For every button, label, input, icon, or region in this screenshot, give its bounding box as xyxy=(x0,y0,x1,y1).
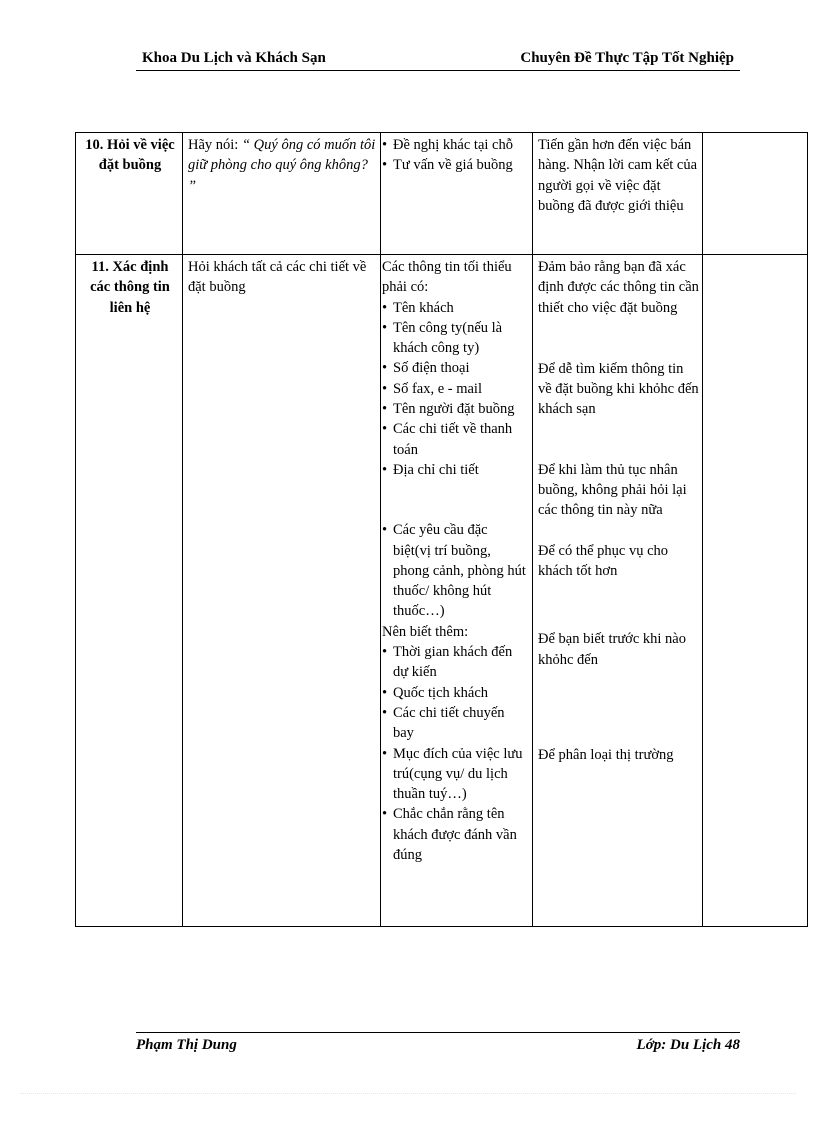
list-item: • Số điện thoại xyxy=(381,358,529,378)
list-item: • Các chi tiết chuyến bay xyxy=(381,703,529,744)
list-item: • Mục đích của việc lưu trú(cụng vụ/ du lịch thuần tuý…) xyxy=(381,744,529,805)
list-item: • Các chi tiết về thanh toán xyxy=(381,419,529,460)
action-cell xyxy=(183,133,381,255)
action-text: Hỏi khách tất cả các chi tiết về đặt buồng xyxy=(188,259,367,296)
reason-text: Để khi làm thủ tục nhân buồng, không phải hỏi lại các thông tin này nữa xyxy=(538,461,687,519)
reason-text: Để có thể phục vụ cho khách tốt hơn xyxy=(538,542,669,579)
list-item: • Các yêu cầu đặc biệt(vị trí buồng, phong cảnh, phòng hút thuốc/ không hút thuốc…) xyxy=(381,520,529,621)
step-cell xyxy=(76,133,183,255)
table-row xyxy=(76,133,808,255)
list-item: • Tên công ty(nếu là khách công ty) xyxy=(381,318,529,359)
step-cell xyxy=(76,255,183,927)
procedure-table xyxy=(75,132,808,927)
page-header xyxy=(136,48,740,71)
empty-cell xyxy=(703,255,808,927)
reason-text: Tiến gần hơn đến việc bán hàng. Nhận lời cam kết của người gọi về việc đặt buồng đã được giới thiệu xyxy=(538,137,698,214)
action-quote: “ Quý ông có muốn tôi giữ phòng cho quý ông không? ” xyxy=(188,137,376,194)
reason-text: Đảm bảo rằng bạn đã xác định được các thông tin cần thiết cho việc đặt buồng xyxy=(538,259,699,316)
page-footer xyxy=(136,1032,740,1053)
action-prefix: Hãy nói: xyxy=(188,137,242,153)
list-item: • Số fax, e - mail xyxy=(381,379,529,399)
reason-text: Để bạn biết trước khi nào khỏhc đến xyxy=(538,631,686,668)
header-department: Khoa Du Lịch và Khách Sạn xyxy=(142,50,326,66)
page-bottom-divider xyxy=(20,1093,796,1094)
empty-cell xyxy=(703,133,808,255)
list-item: • Địa chỉ chi tiết xyxy=(381,460,529,480)
list-item: • Tên khách xyxy=(381,298,529,318)
reason-text: Để phân loại thị trường xyxy=(538,746,674,763)
min-info-label: Các thông tin tối thiểu phải có: xyxy=(382,259,512,296)
list-item: • Tư vấn về giá buồng xyxy=(381,155,529,175)
footer-class: Lớp: Du Lịch 48 xyxy=(636,1037,740,1053)
extra-info-label: Nên biết thêm: xyxy=(382,623,469,640)
extra-info-list xyxy=(381,642,529,865)
table-row xyxy=(76,255,808,927)
reason-text: Để dễ tìm kiếm thông tin về đặt buồng khi khỏhc đến khách sạn xyxy=(538,360,699,418)
footer-author: Phạm Thị Dung xyxy=(136,1037,237,1053)
list-item: • Thời gian khách đến dự kiến xyxy=(381,642,529,683)
action-cell xyxy=(183,255,381,927)
list-item: • Chắc chắn rằng tên khách được đánh vần đúng xyxy=(381,804,529,865)
reason-cell xyxy=(533,255,703,927)
details-list xyxy=(381,135,529,176)
special-list xyxy=(381,520,529,621)
step-title: 11. Xác định các thông tin liên hệ xyxy=(90,259,170,316)
header-report-title: Chuyên Đề Thực Tập Tốt Nghiệp xyxy=(520,50,734,66)
min-info-list xyxy=(381,298,529,481)
details-cell xyxy=(381,255,533,927)
list-item: • Quốc tịch khách xyxy=(381,683,529,703)
reason-cell xyxy=(533,133,703,255)
list-item: • Đề nghị khác tại chỗ xyxy=(381,135,529,155)
step-title: 10. Hỏi về việc đặt buồng xyxy=(85,137,175,174)
list-item: • Tên người đặt buồng xyxy=(381,399,529,419)
details-cell xyxy=(381,133,533,255)
